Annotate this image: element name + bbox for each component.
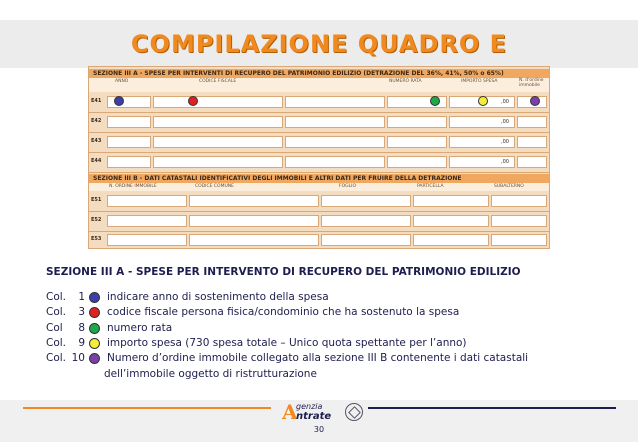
form-col-label-ordine: N. d'ordine immobile <box>519 78 544 88</box>
section-heading: SEZIONE III A - SPESE PER INTERVENTO DI RECUPERO DEL PATRIMONIO EDILIZIO <box>46 266 521 278</box>
form-col-label-importo-spesa: IMPORTO SPESA <box>461 79 498 84</box>
marker-col9 <box>478 96 488 106</box>
form-row-e42: E42 ,00 <box>89 112 549 133</box>
form-col-label-subalterno: SUBALTERNO <box>494 184 524 189</box>
agenzia-entrate-logo: A genzia ntrate <box>282 400 332 424</box>
form-row-e53: E53 <box>89 231 549 249</box>
form-section-b-column-headers <box>89 183 549 191</box>
form-col-label-codice-comune: CODICE COMUNE <box>195 184 234 189</box>
form-row-e44: E44 ,00 <box>89 152 549 173</box>
marker-col3 <box>188 96 198 106</box>
footer-divider-left <box>23 407 271 409</box>
form-section-b-header: SEZIONE III B - DATI CATASTALI IDENTIFICATIVI DEGLI IMMOBILI E ALTRI DATI PER FRUIRE DELLA DETRAZIONE <box>89 174 549 183</box>
form-section-a-header: SEZIONE III A - SPESE PER INTERVENTI DI RECUPERO DEL PATRIMONIO EDILIZIO (DETRAZIONE DEL 36%, 41%, 50% o 65%) <box>89 69 549 78</box>
logo-mark: A <box>282 400 298 424</box>
republic-emblem-icon <box>345 403 363 421</box>
legend-continuation: dell’immobile oggetto di ristrutturazione <box>104 368 317 380</box>
form-col-label-codice-fiscale: CODICE FISCALE <box>199 79 237 84</box>
form-col-label-particella: PARTICELLA <box>417 184 444 189</box>
footer-divider-right <box>368 407 616 409</box>
form-col-label-foglio: FOGLIO <box>339 184 356 189</box>
form-row-e52: E52 <box>89 211 549 232</box>
form-row-e51: E51 <box>89 191 549 212</box>
form-row-e41: E41 ,00 <box>89 92 549 113</box>
legend-dot-yellow <box>89 338 100 349</box>
page-title: COMPILAZIONE QUADRO E <box>130 30 508 58</box>
legend-dot-red <box>89 307 100 318</box>
marker-col8 <box>430 96 440 106</box>
legend-dot-blue <box>89 292 100 303</box>
marker-col10 <box>530 96 540 106</box>
marker-col1 <box>114 96 124 106</box>
form-col-label-ordine-b: N. ORDINE IMMOBILE <box>109 184 157 189</box>
form-col-label-numero-rata: NUMERO RATA <box>389 79 422 84</box>
tax-form-image <box>88 66 550 249</box>
form-row-e43: E43 ,00 <box>89 132 549 153</box>
page-number: 30 <box>313 425 325 434</box>
form-col-label-anno: ANNO <box>115 79 129 84</box>
legend-dot-green <box>89 323 100 334</box>
legend-dot-purple <box>89 353 100 364</box>
form-section-a-column-headers <box>89 78 549 92</box>
